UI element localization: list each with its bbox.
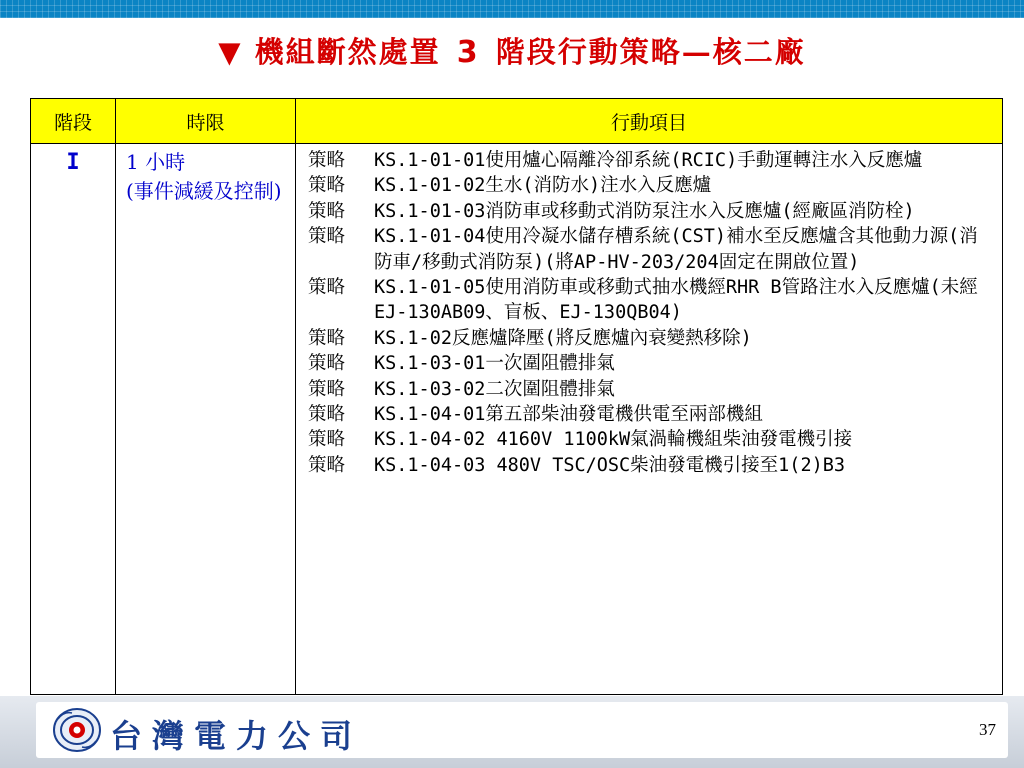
title-number: 3 — [456, 35, 480, 70]
action-text: KS.1-03-01一次圍阻體排氣 — [374, 353, 615, 375]
action-text: KS.1-01-01使用爐心隔離冷卻系統(RCIC)手動運轉注水入反應爐 — [374, 150, 923, 171]
top-decorative-bar — [0, 0, 1024, 18]
title-text-before: 機組斷然處置 — [254, 35, 441, 69]
action-prefix: 策略 — [308, 429, 346, 451]
company-name: 台灣電力公司 — [110, 717, 363, 755]
action-prefix: 策略 — [308, 454, 346, 476]
page-number: 37 — [979, 720, 996, 739]
action-item — [308, 199, 992, 224]
action-item — [308, 453, 992, 478]
header-actions: 行動項目 — [296, 99, 1003, 144]
time-cell — [116, 144, 296, 695]
triangle-marker-icon: ▼ — [218, 35, 243, 69]
table-header-row — [31, 99, 1003, 144]
action-text: KS.1-01-03消防車或移動式消防泵注水入反應爐(經廠區消防栓) — [374, 200, 915, 222]
action-item — [308, 275, 992, 326]
action-item — [308, 377, 992, 402]
action-prefix: 策略 — [308, 200, 346, 222]
table-row — [31, 144, 1003, 695]
stage-cell: I — [31, 144, 116, 695]
action-prefix: 策略 — [308, 378, 346, 400]
action-item — [308, 402, 992, 427]
action-item — [308, 148, 992, 173]
action-text: KS.1-04-03 480V TSC/OSC柴油發電機引接至1(2)B3 — [374, 454, 846, 476]
title-text-after: 階段行動策略—核二廠 — [495, 35, 806, 69]
taipower-logo-icon — [52, 707, 102, 753]
action-prefix: 策略 — [308, 175, 346, 197]
action-item — [308, 173, 992, 198]
action-prefix: 策略 — [308, 353, 346, 375]
time-description: (事件減緩及控制) — [126, 179, 282, 203]
action-text: KS.1-01-02生水(消防水)注水入反應爐 — [374, 175, 712, 197]
action-prefix: 策略 — [308, 277, 346, 299]
actions-cell — [296, 144, 1003, 695]
action-text: KS.1-04-01第五部柴油發電機供電至兩部機組 — [374, 404, 763, 426]
action-text: KS.1-02反應爐降壓(將反應爐內衰變熱移除) — [374, 327, 752, 349]
action-item — [308, 351, 992, 376]
time-limit: 1 小時 — [126, 150, 186, 174]
action-prefix: 策略 — [308, 404, 346, 426]
action-item — [308, 224, 992, 275]
action-item — [308, 427, 992, 452]
header-time: 時限 — [116, 99, 296, 144]
action-plan-table — [30, 98, 1003, 695]
action-prefix: 策略 — [308, 226, 346, 248]
action-prefix: 策略 — [308, 150, 346, 171]
action-item — [308, 326, 992, 351]
action-text: KS.1-01-04使用冷凝水儲存槽系統(CST)補水至反應爐含其他動力源(消防車/移動式消防泵)(將AP-HV-203/204固定在開啟位置) — [374, 226, 978, 273]
action-text: KS.1-01-05使用消防車或移動式抽水機經RHR B管路注水入反應爐(未經EJ-130AB09、盲板、EJ-130QB04) — [374, 277, 978, 324]
action-text: KS.1-04-02 4160V 1100kW氣渦輪機組柴油發電機引接 — [374, 429, 853, 451]
header-stage: 階段 — [31, 99, 116, 144]
action-prefix: 策略 — [308, 327, 346, 349]
action-text: KS.1-03-02二次圍阻體排氣 — [374, 378, 615, 400]
slide-title — [0, 30, 1024, 71]
